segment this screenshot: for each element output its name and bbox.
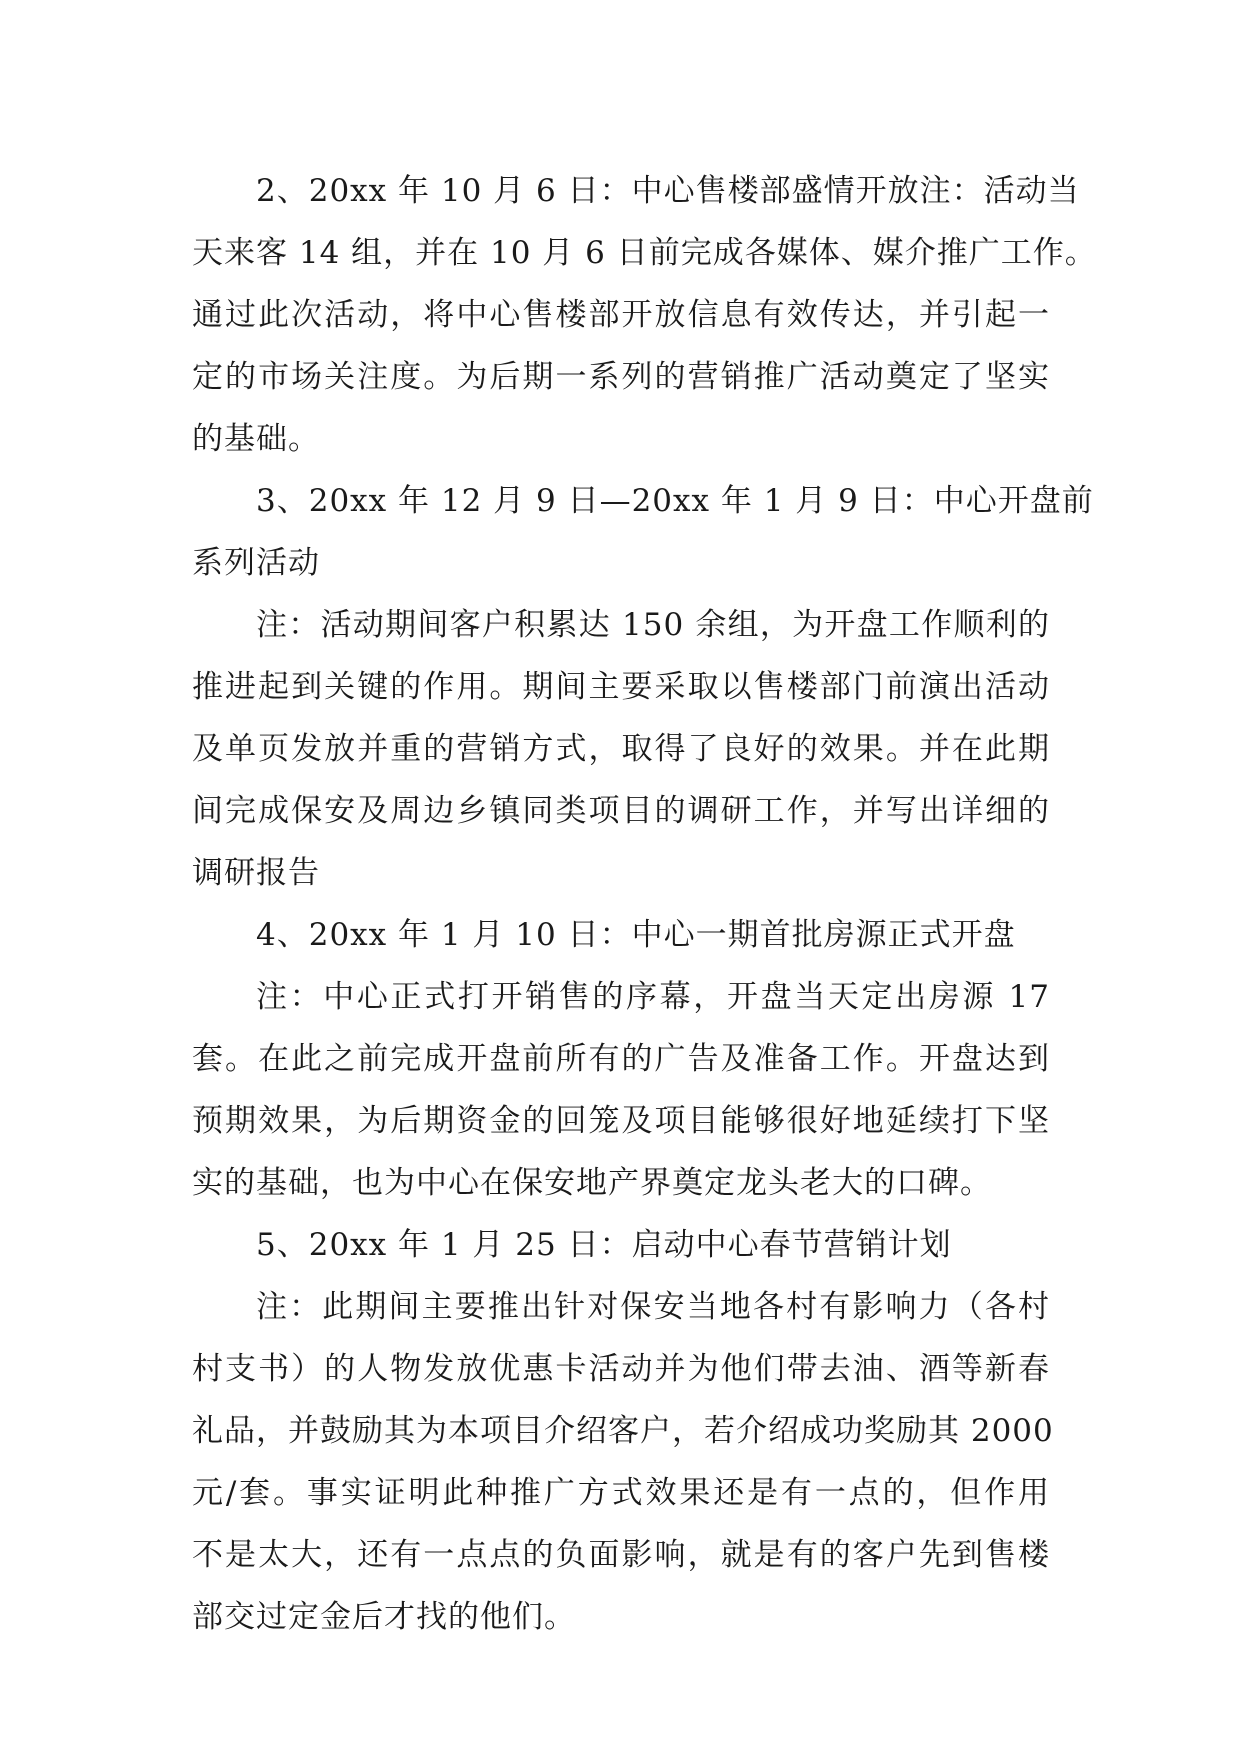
text-line: 系列活动 [192, 545, 320, 581]
text-line: 及单页发放并重的营销方式，取得了良好的效果。并在此期 [192, 731, 1050, 767]
text-line: 注：此期间主要推出针对保安当地各村有影响力（各村 [256, 1289, 1050, 1325]
text-line: 实的基础，也为中心在保安地产界奠定龙头老大的口碑。 [192, 1165, 992, 1201]
text-line: 4、20xx 年 1 月 10 日：中心一期首批房源正式开盘 [256, 917, 1016, 953]
text-line: 礼品，并鼓励其为本项目介绍客户，若介绍成功奖励其 2000 [192, 1413, 1054, 1449]
text-line: 通过此次活动，将中心售楼部开放信息有效传达，并引起一 [192, 297, 1050, 333]
text-line: 注：活动期间客户积累达 150 余组，为开盘工作顺利的 [256, 607, 1050, 643]
text-line: 天来客 14 组，并在 10 月 6 日前完成各媒体、媒介推广工作。 [192, 235, 1097, 271]
document-body [192, 160, 1097, 1648]
text-line: 预期效果，为后期资金的回笼及项目能够很好地延续打下坚 [192, 1103, 1050, 1139]
text-line: 5、20xx 年 1 月 25 日：启动中心春节营销计划 [256, 1227, 952, 1263]
text-line: 村支书）的人物发放优惠卡活动并为他们带去油、酒等新春 [192, 1351, 1050, 1387]
text-line: 2、20xx 年 10 月 6 日：中心售楼部盛情开放注：活动当 [256, 173, 1080, 209]
text-line: 注：中心正式打开销售的序幕，开盘当天定出房源 17 [256, 979, 1050, 1015]
text-line: 3、20xx 年 12 月 9 日—20xx 年 1 月 9 日：中心开盘前 [256, 483, 1094, 519]
text-line: 推进起到关键的作用。期间主要采取以售楼部门前演出活动 [192, 669, 1050, 705]
text-line: 调研报告 [192, 855, 320, 891]
text-line: 的基础。 [192, 421, 320, 457]
text-line: 不是太大，还有一点点的负面影响，就是有的客户先到售楼 [192, 1537, 1050, 1573]
text-line: 间完成保安及周边乡镇同类项目的调研工作，并写出详细的 [192, 793, 1050, 829]
text-line: 元/套。事实证明此种推广方式效果还是有一点的，但作用 [192, 1475, 1050, 1511]
text-line: 定的市场关注度。为后期一系列的营销推广活动奠定了坚实 [192, 359, 1050, 395]
text-line: 部交过定金后才找的他们。 [192, 1599, 576, 1635]
text-line: 套。在此之前完成开盘前所有的广告及准备工作。开盘达到 [192, 1041, 1050, 1077]
